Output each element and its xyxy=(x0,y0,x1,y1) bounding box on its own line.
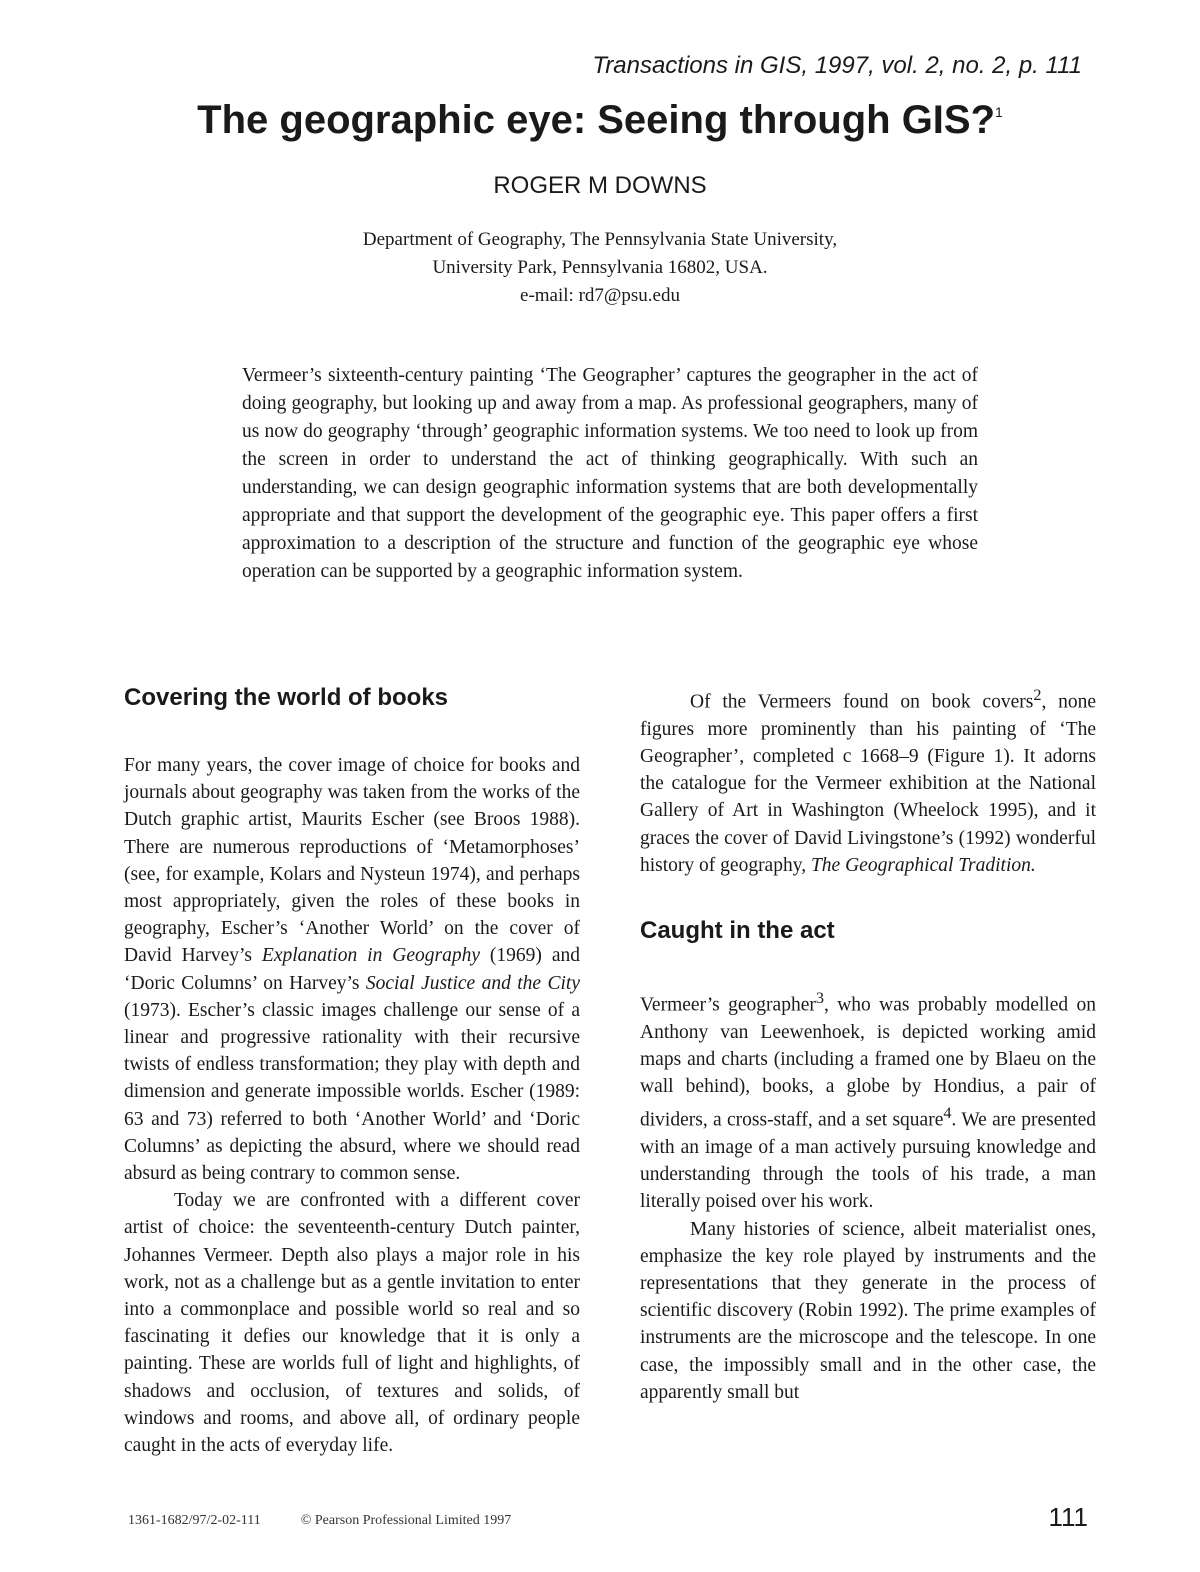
body-paragraph: Today we are confronted with a different cover artist of choice: the seventeenth-century Dutch painter, Johannes Vermeer. Depth also plays a major role in his work, not as a challenge but as a gentle invitation to enter into a commonplace and possible world so real and so fascinating it defies our knowledge that it is only a painting. These are worlds full of light and highlights, of shadows and occlusion, of textures and solids, of windows and rooms, and above all, of ordinary people caught in the acts of everyday life. xyxy=(124,1190,580,1457)
page-footer xyxy=(128,1513,511,1529)
text-run: . We are presented with an image of a man actively pursuing knowledge and understanding through the tools of his trade, a man literally poised over his work. xyxy=(640,1109,1096,1213)
left-column xyxy=(124,680,580,1459)
body-paragraph xyxy=(124,752,580,1187)
right-column xyxy=(640,682,1096,1406)
affiliation-line: University Park, Pennsylvania 16802, USA. xyxy=(432,257,768,278)
text-run: Of the Vermeers found on book covers xyxy=(690,691,1034,713)
author-name: ROGER M DOWNS xyxy=(493,172,707,199)
copyright-notice: © Pearson Professional Limited 1997 xyxy=(300,1513,512,1528)
footnote-marker: 4 xyxy=(943,1104,952,1123)
text-run: For many years, the cover image of choice for books and journals about geography was taken from the works of the Dutch graphic artist, Maurits Escher (see Broos 1988). There are numerous reproductions of ‘Metamorphoses’ (see, for example, Kolars and Nysteun 1974), and perhaps most appropriately, given the roles of these books in geography, Escher’s ‘Another World’ on the cover of David Harvey’s xyxy=(124,755,580,967)
article-title-text: The geographic eye: Seeing through GIS? xyxy=(197,98,996,142)
text-run: (1969) and ‘Doric Columns’ on Harvey’s xyxy=(124,945,580,994)
body-paragraph: Many histories of science, albeit materialist ones, emphasize the key role played by instruments and the representations that they generate in the process of scientific discovery (Robin 1992). The prime examples of instruments are the microscope and the telescope. In one case, the impossibly small and in the other case, the apparently small but xyxy=(640,1218,1096,1403)
abstract: Vermeer’s sixteenth-century painting ‘The Geographer’ captures the geographer in the act of doing geography, but looking up and away from a map. As professional geographers, many of us now do geography ‘through’ geographic information systems. We too need to look up from the screen in order to understand the act of thinking geographically. With such an understanding, we can design geographic information systems that are both developmentally appropriate and that support the development of the geographic eye. This paper offers a first approximation to a description of the structure and function of the geographic eye whose operation can be supported by a geographic information system. xyxy=(242,365,978,582)
journal-reference: Transactions in GIS, 1997, vol. 2, no. 2, p. 111 xyxy=(592,52,1082,79)
text-run: (1973). Escher’s classic images challenge our sense of a linear and progressive rationality with their recursive twists of endless transformation; they play with depth and dimension and generate impossible worlds. Escher (1989: 63 and 73) referred to both ‘Another World’ and ‘Doric Columns’ as depicting the absurd, where we should read absurd as being contrary to common sense. xyxy=(124,999,580,1185)
footnote-marker: 2 xyxy=(1033,686,1042,704)
text-run: , none figures more prominently than his painting of ‘The Geographer’, completed c 1668–9 (Figure 1). It adorns the catalogue for the Vermeer exhibition at the National Gallery of Art in Washington (Wheelock 1995), and it graces the cover of David Livingstone’s (1992) wonderful history of geography, xyxy=(640,691,1097,876)
affiliation-line: Department of Geography, The Pennsylvania State University, xyxy=(362,229,838,250)
author-affiliation xyxy=(0,226,1200,310)
issn-code: 1361-1682/97/2-02-111 xyxy=(128,1513,261,1528)
italic-title: Explanation in Geography xyxy=(261,945,480,967)
text-run: , who was probably modelled on Anthony van Leewenhoek, is depicted working amid maps and charts (including a framed one by Blaeu on the wall behind), books, a globe by Hondius, a pair of dividers, a cross-staff, and a set square xyxy=(640,994,1096,1131)
body-paragraph xyxy=(640,985,1096,1216)
page-number: 111 xyxy=(1048,1502,1088,1532)
title-footnote-marker: 1 xyxy=(995,104,1003,120)
italic-title: Social Justice and the City xyxy=(365,972,580,994)
section-heading: Covering the world of books xyxy=(124,684,449,711)
italic-title: The Geographical Tradition. xyxy=(810,854,1036,876)
author-email: e-mail: rd7@psu.edu xyxy=(520,285,680,306)
section-heading: Caught in the act xyxy=(640,916,835,944)
article-title xyxy=(0,98,1200,143)
body-paragraph xyxy=(640,682,1096,879)
text-run: Vermeer’s geographer xyxy=(640,994,816,1016)
footnote-marker: 3 xyxy=(815,988,824,1007)
